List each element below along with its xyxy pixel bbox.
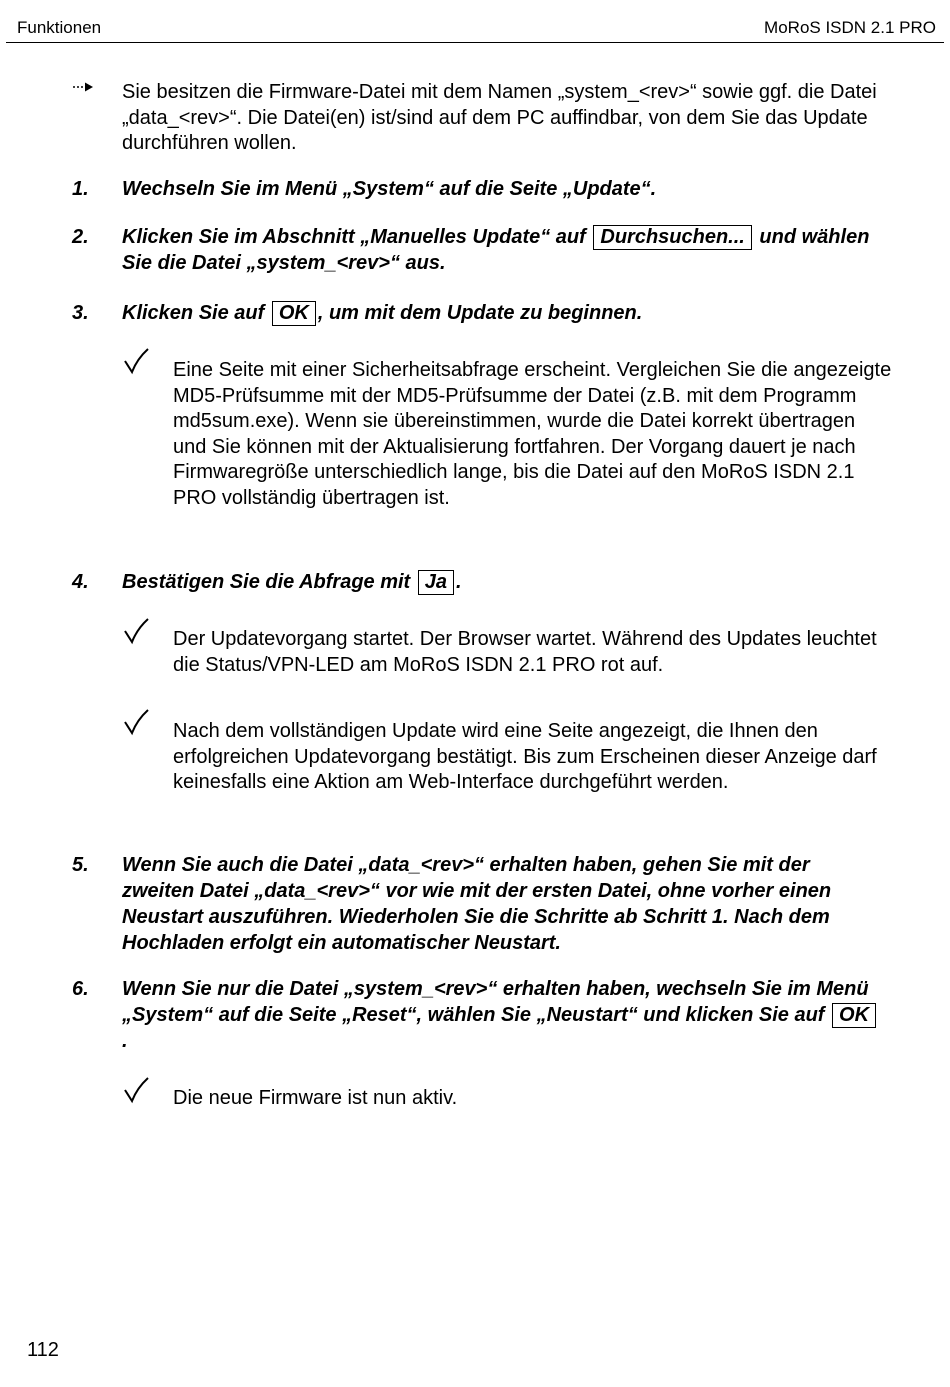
- step-text: Wechseln Sie im Menü „System“ auf die Seite „Update“.: [122, 178, 657, 200]
- step-text: [122, 569, 902, 595]
- step-number: 3.: [72, 302, 89, 324]
- result-text: Der Updatevorgang startet. Der Browser wartet. Während des Updates leuchtet die Status/VPN-LED am MoRoS ISDN 2.1 PRO rot auf.: [173, 628, 877, 676]
- arrow-right-icon: [72, 79, 94, 95]
- step-text: [122, 976, 882, 1054]
- step-text-after: .: [122, 1030, 128, 1052]
- header-section-title: Funktionen: [17, 18, 102, 37]
- result-text: Die neue Firmware ist nun aktiv.: [173, 1087, 458, 1109]
- step-text-after: und wählen Sie die Datei „system_<rev>“ aus.: [122, 226, 870, 274]
- ja-button[interactable]: Ja: [418, 570, 454, 595]
- page-number: 112: [27, 1339, 59, 1361]
- page-header: [6, 14, 944, 43]
- step-text-before: Bestätigen Sie die Abfrage mit: [122, 571, 411, 593]
- step-number: 2.: [72, 226, 89, 248]
- prerequisite-text: Sie besitzen die Firmware-Datei mit dem Namen „system_<rev>“ sowie ggf. die Datei „data_<rev>“. Die Datei(en) ist/sind auf dem PC auffindbar, von dem Sie das Update durchführen wollen.: [122, 81, 877, 154]
- checkmark-icon: [122, 347, 150, 375]
- step-text: [122, 224, 892, 276]
- durchsuchen-button[interactable]: Durchsuchen...: [593, 225, 751, 250]
- header-product-name: MoRoS ISDN 2.1 PRO: [764, 18, 936, 37]
- step-number: 1.: [72, 178, 89, 200]
- step-text-before: Wenn Sie nur die Datei „system_<rev>“ erhalten haben, wechseln Sie im Menü „System“ auf die Seite „Reset“, wählen Sie „Neustart“ und klicken Sie auf: [122, 978, 869, 1026]
- result-text: Eine Seite mit einer Sicherheitsabfrage erscheint. Vergleichen Sie die angezeigte MD5-Prüfsumme mit der MD5-Prüfsumme der Datei (z.B. mit dem Programm md5sum.exe). Wenn sie übereinstimmen, wurde die Datei korrekt übertragen und Sie können mit der Aktualisierung fortfahren. Der Vorgang dauert je nach Firmwaregröße unterschiedlich lange, bis die Datei auf den MoRoS ISDN 2.1 PRO vollständig übertragen ist.: [173, 359, 892, 509]
- step-text: Wenn Sie auch die Datei „data_<rev>“ erhalten haben, gehen Sie mit der zweiten Datei „data_<rev>“ vor wie mit der ersten Datei, ohne vorher einen Neustart auszuführen. Wiederholen Sie die Schritte ab Schritt 1. Nach dem Hochladen erfolgt ein automatischer Neustart.: [122, 854, 832, 954]
- ok-button[interactable]: OK: [832, 1003, 876, 1028]
- result-text: Nach dem vollständigen Update wird eine Seite angezeigt, die Ihnen den erfolgreichen Updatevorgang bestätigt. Bis zum Erscheinen dieser Anzeige darf keinesfalls eine Aktion am Web-Interface durchgeführt werden.: [173, 720, 877, 793]
- checkmark-icon: [122, 617, 150, 645]
- step-text: [122, 300, 902, 326]
- step-text-after: .: [456, 571, 462, 593]
- step-text-before: Klicken Sie auf: [122, 302, 265, 324]
- step-number: 5.: [72, 854, 89, 876]
- checkmark-icon: [122, 1076, 150, 1104]
- step-text-after: , um mit dem Update zu beginnen.: [317, 302, 643, 324]
- step-text-before: Klicken Sie im Abschnitt „Manuelles Update“ auf: [122, 226, 586, 248]
- step-number: 4.: [72, 571, 89, 593]
- checkmark-icon: [122, 708, 150, 736]
- step-number: 6.: [72, 978, 89, 1000]
- ok-button[interactable]: OK: [272, 301, 316, 326]
